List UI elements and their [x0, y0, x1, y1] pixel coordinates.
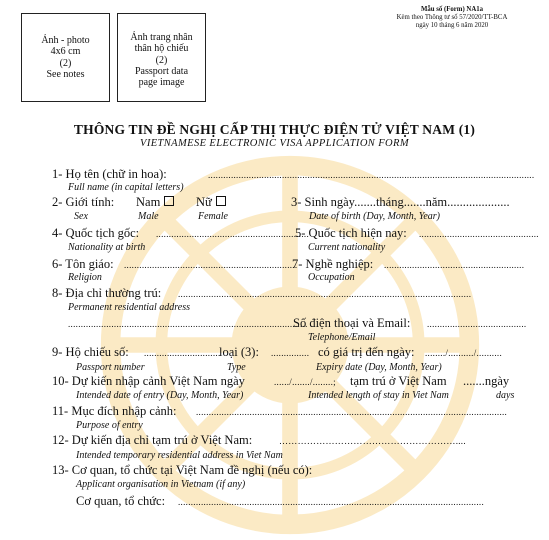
field-male-en: Male — [138, 211, 159, 222]
field-passport-type-label: loại (3): — [219, 345, 259, 359]
field-occupation-en: Occupation — [308, 272, 355, 283]
field-phone-email-en: Telephone/Email — [308, 332, 376, 343]
field-organisation-name-input[interactable]: ........................................................................................................................ — [178, 497, 484, 507]
field-purpose-label: 11- Mục đích nhập cảnh: — [52, 404, 177, 418]
photo-box-line3: (2) — [59, 58, 72, 69]
form-title: THÔNG TIN ĐỀ NGHỊ CẤP THỊ THỰC ĐIỆN TỬ VIỆT NAM (1) — [73, 122, 476, 137]
field-stay-label: tạm trú ở Việt Nam — [350, 374, 447, 388]
form-number: Mẫu số (Form) NA1a — [420, 6, 484, 13]
field-stay-en: Intended length of stay in Viet Nam — [308, 390, 449, 401]
field-organisation-en: Applicant organisation in Vietnam (if any) — [76, 479, 246, 490]
field-occupation-label: 7- Nghề nghiệp: — [292, 257, 374, 271]
sex-male-checkbox[interactable] — [164, 196, 174, 206]
sex-male-label: Nam — [136, 195, 161, 209]
field-current-nationality-label: 5- Quốc tịch hiện nay: — [295, 226, 407, 240]
field-dob-label[interactable]: 3- Sinh ngày.......tháng.......năm.................... — [291, 195, 510, 209]
field-religion-en: Religion — [68, 272, 102, 283]
field-address-input-line2[interactable]: .............................................................................................. — [68, 319, 308, 329]
field-passport-type-input[interactable]: ............... — [271, 348, 310, 358]
field-current-nationality-input[interactable]: ............................................... — [419, 229, 539, 239]
field-organisation-name-label: Cơ quan, tổ chức: — [76, 494, 166, 508]
photo-box-line2: 4x6 cm — [50, 46, 81, 57]
field-passport-expiry-label: có giá trị đến ngày: — [318, 345, 415, 359]
field-phone-email-label: Số điện thoại và Email: — [293, 316, 411, 330]
sex-female-checkbox[interactable] — [216, 196, 226, 206]
field-entry-date-input[interactable]: ....../......./........; — [274, 377, 336, 387]
passport-box-line4: Passport data — [134, 66, 189, 77]
field-nationality-birth-input[interactable]: ............................................................ — [156, 229, 309, 239]
field-full-name-en: Full name (in capital letters) — [68, 182, 184, 193]
field-address-label: 8- Địa chỉ thường trú: — [52, 286, 162, 300]
field-stay-days-en: days — [496, 390, 515, 401]
field-current-nationality-en: Current nationality — [308, 242, 386, 253]
field-occupation-input[interactable]: ....................................................... — [384, 260, 525, 270]
passport-image-box — [117, 13, 206, 102]
field-purpose-input[interactable]: .......................................................................................................................... — [196, 407, 508, 417]
field-nationality-birth-label: 4- Quốc tịch gốc: — [52, 226, 140, 240]
passport-box-line2: thân hộ chiếu — [134, 43, 189, 54]
form-subtitle: VIETNAMESE ELECTRONIC VISA APPLICATION FORM — [140, 138, 409, 149]
photo-box-line4: See notes — [46, 69, 85, 80]
circular-reference: Kèm theo Thông tư số 57/2020/TT-BCA — [396, 14, 508, 21]
field-passport-type-en: Type — [227, 362, 246, 373]
field-religion-label: 6- Tôn giáo: — [52, 257, 114, 271]
field-stay-days-input[interactable]: .......ngày — [463, 374, 510, 388]
field-female-en: Female — [198, 211, 228, 222]
sex-male-option[interactable] — [136, 195, 174, 210]
field-phone-email-input[interactable]: ....................................... — [427, 319, 527, 329]
field-passport-label: 9- Hộ chiếu số: — [52, 345, 129, 359]
field-purpose-en: Purpose of entry — [76, 420, 143, 431]
field-temp-address-en: Intended temporary residential address in Viet Nam — [76, 450, 283, 461]
field-full-name-input[interactable]: ................................................................................................................................ — [208, 170, 535, 180]
sex-female-option[interactable] — [196, 195, 226, 210]
field-sex-en: Sex — [74, 211, 88, 222]
field-address-input[interactable]: ................................................................................................................... — [178, 289, 472, 299]
field-religion-input[interactable]: .................................................................... — [124, 260, 298, 270]
field-full-name-label: 1- Họ tên (chữ in hoa): — [52, 167, 167, 181]
field-entry-date-label: 10- Dự kiến nhập cảnh Việt Nam ngày — [52, 374, 245, 388]
passport-box-line3: (2) — [155, 55, 168, 66]
field-sex-label: 2- Giới tính: — [52, 195, 115, 209]
field-entry-date-en: Intended date of entry (Day, Month, Year) — [76, 390, 244, 401]
field-nationality-birth-en: Nationality at birth — [68, 242, 146, 253]
field-passport-number-en: Passport number — [76, 362, 145, 373]
field-temp-address-label: 12- Dự kiến địa chỉ tạm trú ở Việt Nam: — [52, 433, 253, 447]
field-temp-address-input[interactable]: ………………………………………………….... — [279, 436, 466, 446]
photo-box — [21, 13, 110, 102]
sex-female-label: Nữ — [196, 195, 212, 209]
passport-box-line5: page image — [138, 77, 185, 88]
field-dob-en: Date of birth (Day, Month, Year) — [309, 211, 441, 222]
circular-date: ngày 10 tháng 6 năm 2020 — [415, 22, 489, 29]
photo-box-line1: Ảnh - photo — [41, 35, 90, 46]
field-passport-expiry-en: Expiry date (Day, Month, Year) — [316, 362, 442, 373]
field-address-en: Permanent residential address — [68, 302, 191, 313]
field-passport-number-input[interactable]: .............................. — [144, 348, 221, 358]
field-passport-expiry-input[interactable]: ......../........../.......... — [425, 348, 503, 358]
field-organisation-label: 13- Cơ quan, tổ chức tại Việt Nam đề nghị (nếu có): — [52, 463, 313, 477]
passport-box-line1: Ảnh trang nhân — [130, 32, 193, 43]
